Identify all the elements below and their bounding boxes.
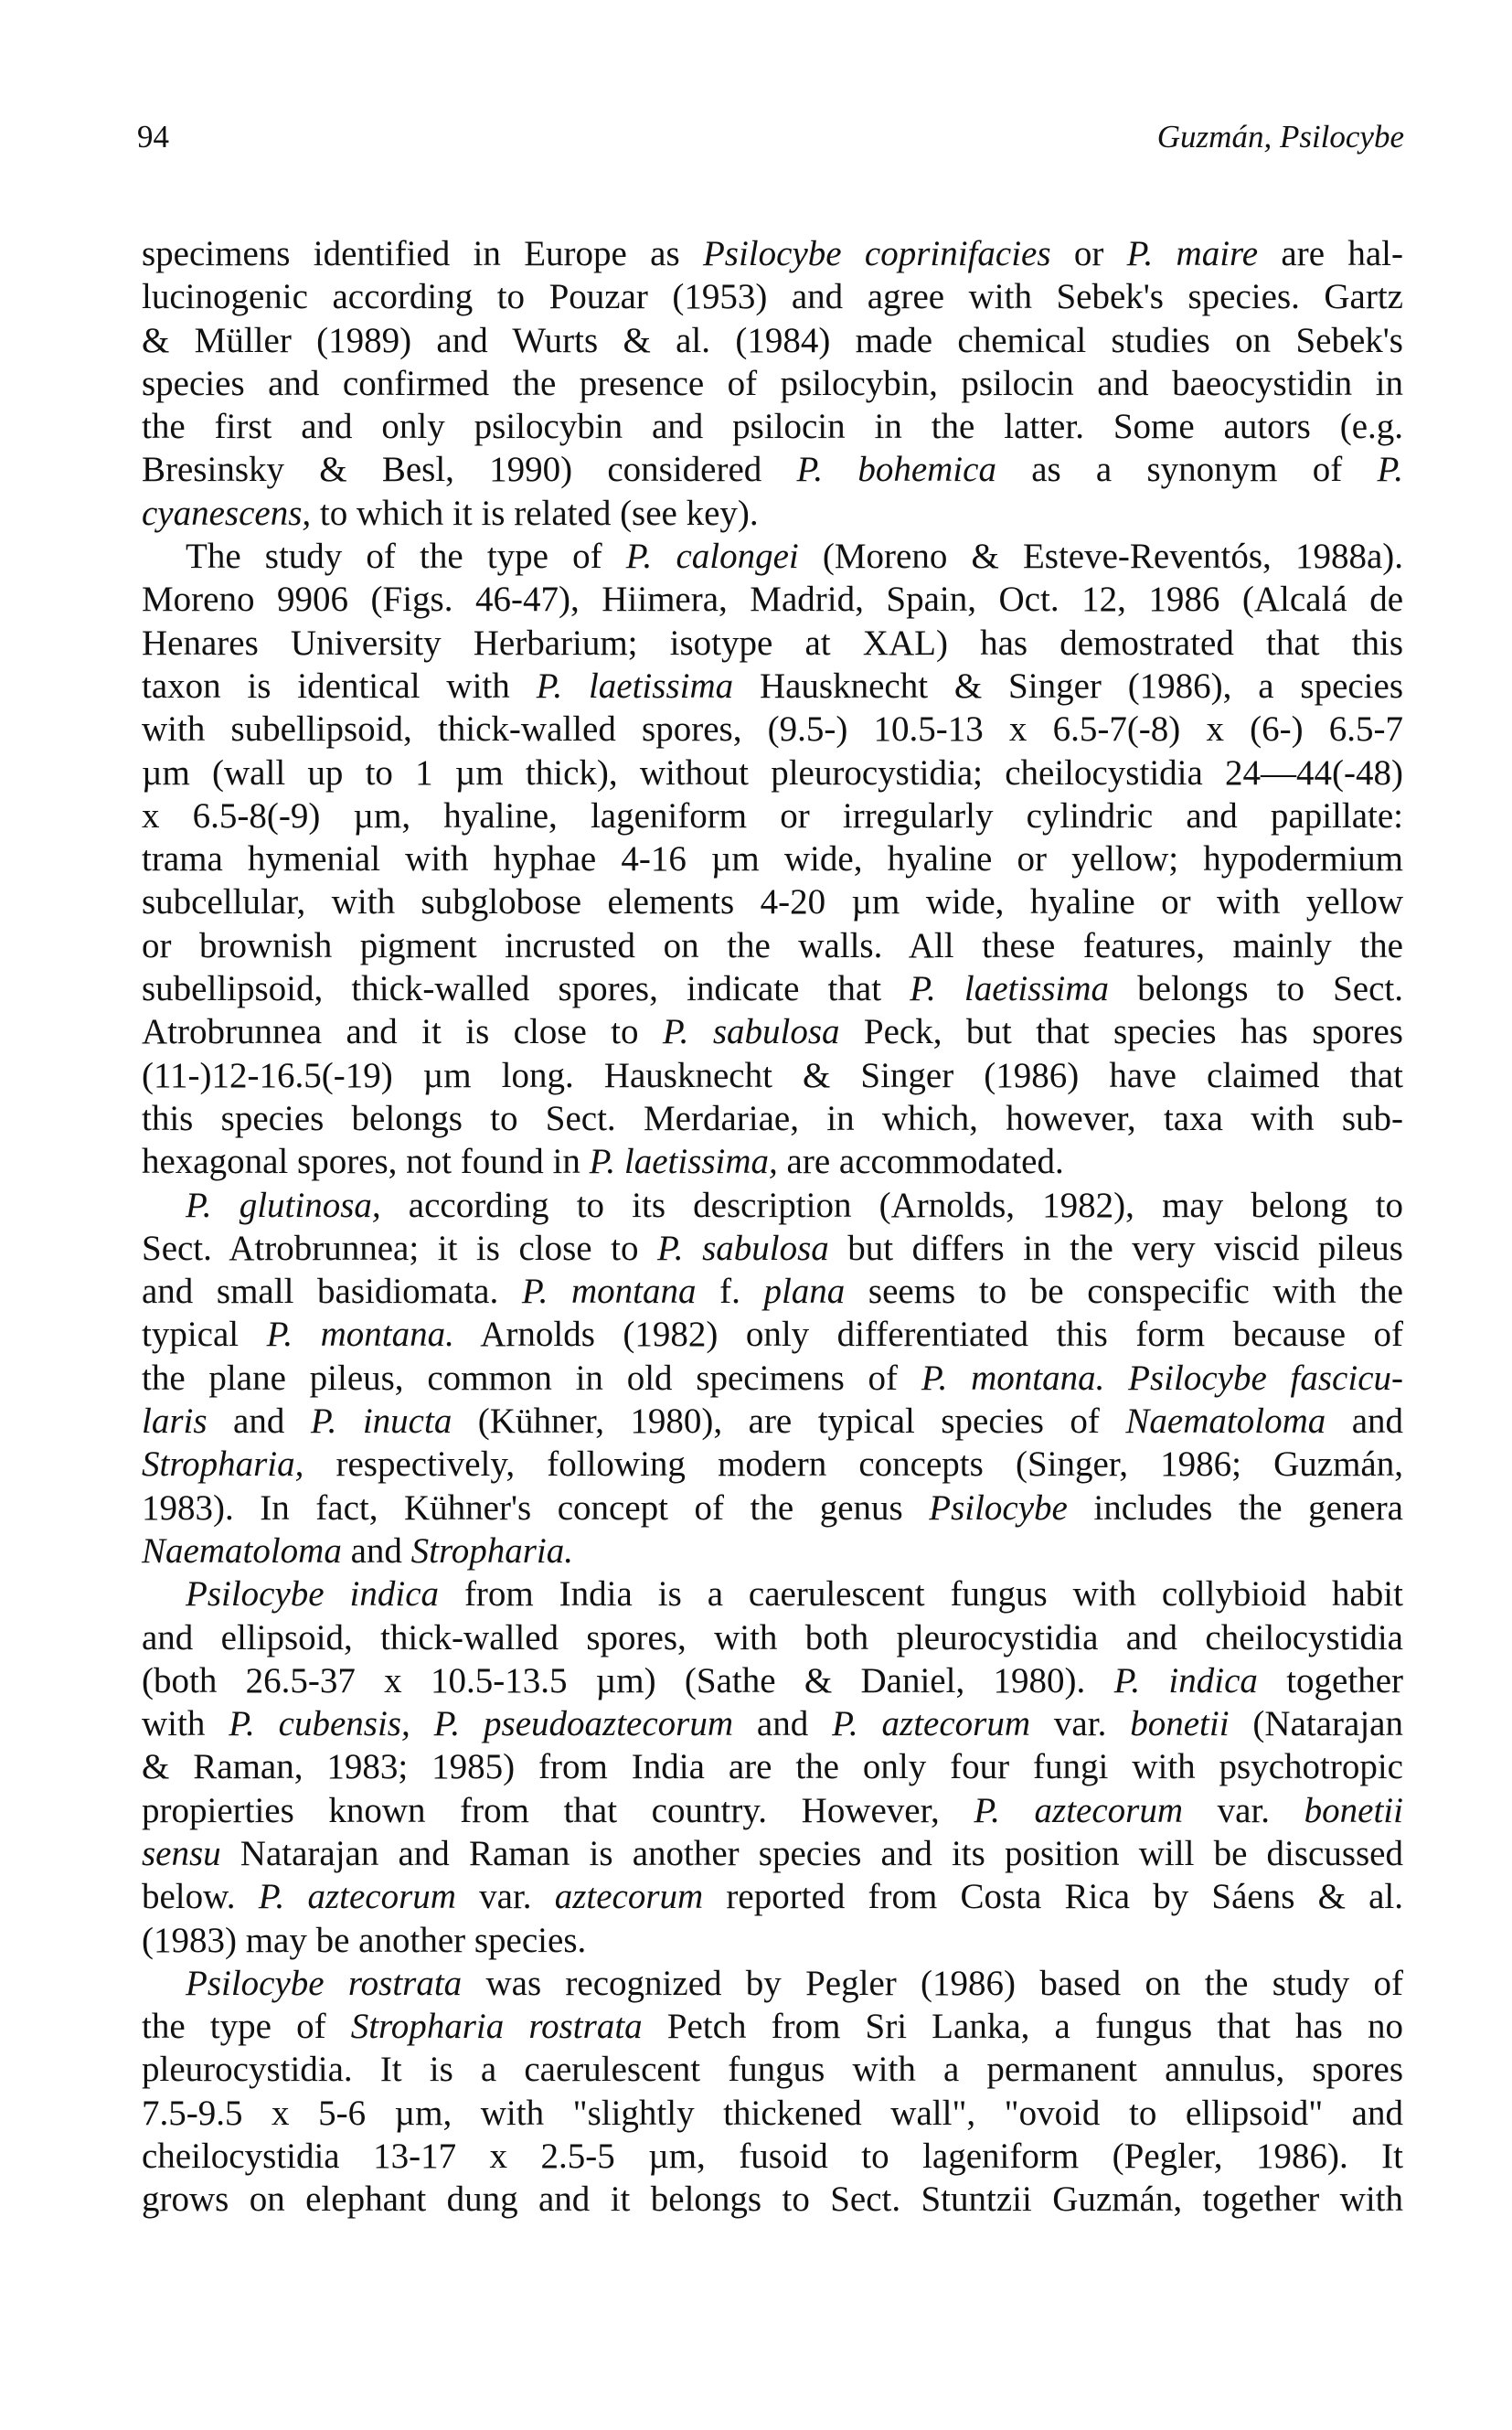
text-run: (11-)12-16.5(-19) µm long. Hausknecht & Singer (1986) have claimed that [142, 1055, 1403, 1095]
text-run: Naematoloma [1125, 1402, 1326, 1442]
text-run: and [341, 1530, 411, 1571]
text-run: Natarajan and Raman is another species and its position will be discussed [220, 1833, 1403, 1873]
text-line [142, 1097, 1403, 1140]
text-line [142, 1616, 1403, 1659]
text-run: taxon is identical with [142, 666, 537, 706]
text-run: with subellipsoid, thick-walled spores, (9.5-) 10.5-13 x 6.5-7(-8) x (6-) 6.5-7 [142, 709, 1403, 750]
text-line [142, 967, 1403, 1010]
text-run: Arnolds (1982) only differentiated this form because of [453, 1315, 1403, 1355]
text-run: and small basidiomata. [142, 1272, 522, 1312]
text-run: var. [1183, 1790, 1304, 1830]
text-run: µm (wall up to 1 µm thick), without pleurocystidia; cheilocystidia 24—44(-48) [142, 752, 1403, 793]
text-run: Naematoloma [142, 1530, 342, 1571]
text-run: Bresinsky & Besl, 1990) considered [142, 450, 797, 490]
text-run: reported from Costa Rica by Sáens & al. [703, 1877, 1403, 1917]
text-run: P. indica [1113, 1660, 1258, 1700]
text-line [142, 232, 1403, 275]
text-run: 1983). In fact, Kühner's concept of the genus [142, 1487, 930, 1528]
text-run: Henares University Herbarium; isotype at XAL) has demostrated that this [142, 623, 1403, 663]
text-run: belongs to Sect. [1109, 969, 1404, 1009]
text-line [142, 794, 1403, 837]
text-run: aztecorum [554, 1877, 704, 1917]
text-run: x 6.5-8(-9) µm, hyaline, lageniform or irregularly cylindric and papillate: [142, 795, 1403, 836]
text-line [142, 2135, 1403, 2178]
text-run: laris [142, 1402, 208, 1442]
text-line [142, 837, 1403, 880]
text-run: the plane pileus, common in old specimens of [142, 1358, 921, 1398]
text-line [142, 1702, 1403, 1745]
text-run: was recognized by Pegler (1986) based on the study of [462, 1963, 1404, 2003]
text-line [142, 578, 1403, 621]
text-run: P. cubensis, P. pseudoaztecorum [229, 1704, 734, 1744]
text-line [142, 1357, 1403, 1400]
text-run: P. aztecorum [974, 1790, 1184, 1830]
text-line [142, 1875, 1403, 1918]
text-line [142, 1487, 1403, 1529]
text-run: P. montana. [266, 1315, 454, 1355]
text-run: from India is a caerulescent fungus with collybioid habit [439, 1574, 1403, 1615]
text-line [142, 924, 1403, 967]
text-run: are accommodated. [777, 1142, 1064, 1182]
text-line [142, 492, 1403, 535]
text-run: pleurocystidia. It is a caerulescent fungus with a permanent annulus, spores [142, 2050, 1403, 2090]
text-run: plana [763, 1272, 846, 1312]
text-run: Stropharia rostrata [350, 2007, 643, 2047]
text-run: sensu [142, 1833, 221, 1873]
text-run: 7.5-9.5 x 5-6 µm, with "slightly thickened wall", "ovoid to ellipsoid" and [142, 2093, 1403, 2133]
text-run: Sect. Atrobrunnea; it is close to [142, 1228, 657, 1268]
text-run: below. [142, 1877, 259, 1917]
page-header [137, 117, 1404, 157]
text-run: Hausknecht & Singer (1986), a species [733, 666, 1404, 706]
text-run: P. [1377, 450, 1403, 490]
text-line [142, 405, 1403, 448]
text-run: lucinogenic according to Pouzar (1953) and agree with Sebek's species. Gartz [142, 277, 1403, 317]
text-run: and [1326, 1402, 1404, 1442]
text-run: Peck, but that species has spores [839, 1012, 1403, 1052]
text-run: the first and only psilocybin and psilocin in the latter. Some autors (e.g. [142, 407, 1403, 447]
text-run: as a synonym of [996, 450, 1378, 490]
text-run: typical [142, 1315, 267, 1355]
text-line [142, 1962, 1403, 2005]
text-run: (1983) may be another species. [142, 1920, 587, 1960]
text-line [142, 1443, 1403, 1486]
text-run: var. [455, 1877, 555, 1917]
text-run: grows on elephant dung and it belongs to Sect. Stuntzii Guzmán, together with [142, 2180, 1403, 2220]
text-run: trama hymenial with hyphae 4-16 µm wide, hyaline or yellow; hypodermium [142, 839, 1403, 879]
text-run: species and confirmed the presence of psilocybin, psilocin and baeocystidin in [142, 363, 1403, 403]
text-line [142, 1184, 1403, 1227]
text-line [142, 665, 1403, 708]
text-run: propierties known from that country. However, [142, 1790, 974, 1830]
text-line [142, 362, 1403, 405]
text-run: & Raman, 1983; 1985) from India are the only four fungi with psychotropic [142, 1747, 1403, 1787]
text-run: with [142, 1704, 229, 1744]
text-line [142, 708, 1403, 751]
text-line [142, 1140, 1403, 1183]
text-run: subcellular, with subglobose elements 4-20 µm wide, hyaline or with yellow [142, 882, 1403, 922]
text-line [142, 1054, 1403, 1097]
body-text [142, 232, 1403, 2222]
text-run: var. [1030, 1704, 1131, 1744]
text-run: this species belongs to Sect. Merdariae, in which, however, taxa with sub- [142, 1098, 1403, 1138]
text-run: The study of the type of [186, 537, 626, 577]
text-line [142, 1659, 1403, 1702]
text-run: f. [696, 1272, 764, 1312]
text-line [142, 1400, 1403, 1443]
text-run: cheilocystidia 13-17 x 2.5-5 µm, fusoid to lageniform (Pegler, 1986). It [142, 2137, 1403, 2177]
text-run: and ellipsoid, thick-walled spores, with both pleurocystidia and cheilocystidia [142, 1617, 1403, 1657]
text-line [142, 1832, 1403, 1875]
text-run: seems to be conspecific with the [845, 1272, 1403, 1312]
text-line [142, 1010, 1403, 1053]
text-line [142, 751, 1403, 794]
text-run: subellipsoid, thick-walled spores, indicate that [142, 969, 910, 1009]
text-run: Psilocybe [929, 1487, 1068, 1528]
text-run: Petch from Sri Lanka, a fungus that has no [642, 2007, 1403, 2047]
text-run: P. montana. Psilocybe fascicu- [921, 1358, 1403, 1398]
text-run: Psilocybe rostrata [186, 1963, 463, 2003]
text-line [142, 448, 1403, 491]
text-line [142, 1270, 1403, 1313]
text-run: bonetii [1304, 1790, 1403, 1830]
text-run: P. inucta [310, 1402, 453, 1442]
text-run: P. sabulosa [662, 1012, 840, 1052]
text-run: but differs in the very viscid pileus [828, 1228, 1403, 1268]
text-run: respectively, following modern concepts (Singer, 1986; Guzmán, [303, 1444, 1403, 1485]
text-run: cyanescens, [142, 493, 312, 533]
text-line [142, 622, 1403, 665]
text-run: P. aztecorum [832, 1704, 1031, 1744]
text-line [142, 1789, 1403, 1832]
text-run: includes the genera [1067, 1487, 1403, 1528]
text-run: & Müller (1989) and Wurts & al. (1984) made chemical studies on Sebek's [142, 320, 1403, 360]
text-run: together [1257, 1660, 1403, 1700]
text-run: P. laetissima [536, 666, 734, 706]
text-run: according to its description (Arnolds, 1982), may belong to [380, 1185, 1403, 1225]
text-run: the type of [142, 2007, 351, 2047]
text-run: Stropharia, [142, 1444, 304, 1485]
text-run: specimens identified in Europe as [142, 234, 703, 273]
text-line [142, 535, 1403, 578]
text-line [142, 880, 1403, 923]
text-run: (both 26.5-37 x 10.5-13.5 µm) (Sathe & Daniel, 1980). [142, 1660, 1114, 1700]
text-run: P. aztecorum [258, 1877, 456, 1917]
text-run: Psilocybe indica [186, 1574, 440, 1615]
text-run: (Natarajan [1229, 1704, 1403, 1744]
text-run: P. laetissima, [589, 1142, 778, 1182]
text-run: P. calongei [625, 537, 799, 577]
text-run: Atrobrunnea and it is close to [142, 1012, 663, 1052]
text-run: Psilocybe coprinifacies [702, 234, 1051, 273]
text-run: P. sabulosa [657, 1228, 829, 1268]
text-run: are hal- [1258, 234, 1403, 273]
text-run: or brownish pigment incrusted on the walls. All these features, mainly the [142, 925, 1403, 965]
text-line [142, 1919, 1403, 1962]
text-line [142, 1745, 1403, 1788]
text-run: Moreno 9906 (Figs. 46-47), Hiimera, Madrid, Spain, Oct. 12, 1986 (Alcalá de [142, 580, 1403, 620]
text-line [142, 275, 1403, 318]
text-run: or [1050, 234, 1127, 273]
text-run: (Kühner, 1980), are typical species of [452, 1402, 1126, 1442]
text-line [142, 1227, 1403, 1270]
text-run: (Moreno & Esteve-Reventós, 1988a). [798, 537, 1403, 577]
text-line [142, 1313, 1403, 1356]
text-line [142, 1529, 1403, 1572]
text-run: P. glutinosa, [186, 1185, 381, 1225]
text-run: and [207, 1402, 311, 1442]
text-run: and [733, 1704, 833, 1744]
text-run: bonetii [1130, 1704, 1230, 1744]
text-line [142, 2092, 1403, 2135]
text-run: to which it is related (see key). [311, 493, 759, 533]
text-run: P. montana [521, 1272, 697, 1312]
page-number: 94 [137, 119, 169, 155]
text-line [142, 2178, 1403, 2221]
text-run: hexagonal spores, not found in [142, 1142, 590, 1182]
text-line [142, 2005, 1403, 2048]
text-line [142, 319, 1403, 362]
text-run: P. maire [1126, 234, 1259, 273]
running-head: Guzmán, Psilocybe [1156, 119, 1404, 155]
text-run: P. laetissima [910, 969, 1110, 1009]
text-line [142, 1572, 1403, 1615]
text-run: P. bohemica [796, 450, 996, 490]
text-line [142, 2048, 1403, 2091]
text-run: Stropharia. [410, 1530, 573, 1571]
